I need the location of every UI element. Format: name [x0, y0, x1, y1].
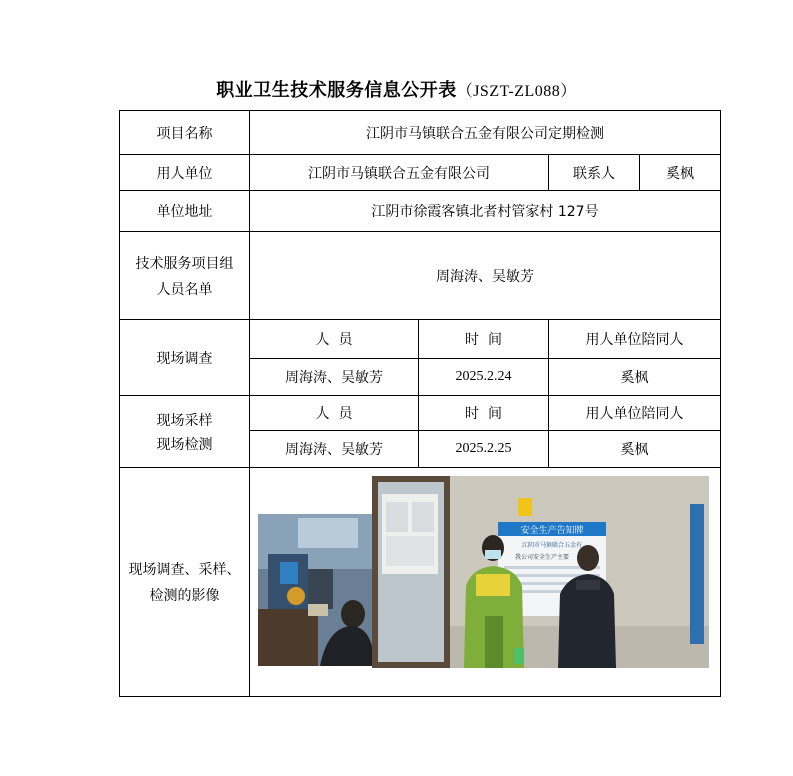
- info-table: [119, 110, 721, 697]
- images-label: [120, 468, 250, 697]
- title-code: （JSZT-ZL088）: [456, 83, 577, 100]
- survey-personnel: 周海涛、吴敏芳: [250, 359, 419, 396]
- images-label-line1: 现场调查、采样、: [128, 562, 241, 578]
- images-cell: [250, 468, 721, 697]
- contact-label: 联系人: [549, 155, 640, 191]
- sampling-label-line1: 现场采样: [156, 412, 213, 429]
- equipment-photo: [258, 514, 374, 666]
- people-photo-art: [372, 476, 709, 668]
- employer-value: 江阴市马镇联合五金有限公司: [250, 155, 549, 191]
- project-name-value: 江阴市马镇联合五金有限公司定期检测: [250, 111, 721, 155]
- photo-collage: [258, 476, 710, 668]
- team-label-line2: 人员名单: [156, 281, 213, 298]
- survey-label: 现场调查: [120, 320, 250, 396]
- team-value: 周海涛、吴敏芳: [250, 232, 721, 320]
- row-images: [120, 468, 721, 697]
- title-main: 职业卫生技术服务信息公开表: [216, 80, 457, 101]
- row-project-name: [120, 111, 721, 155]
- row-sampling-header: [120, 396, 721, 431]
- survey-col-escort: 用人单位陪同人: [549, 320, 721, 359]
- survey-date: 2025.2.24: [419, 359, 549, 396]
- sampling-escort: 奚枫: [549, 431, 721, 468]
- address-value: 江阴市徐霞客镇北者村管家村 127号: [250, 191, 721, 232]
- sign-header: 安全生产告知牌: [520, 526, 584, 536]
- survey-col-time: 时 间: [419, 320, 549, 359]
- sampling-date: 2025.2.25: [419, 431, 549, 468]
- address-label: 单位地址: [120, 191, 250, 232]
- team-label: [120, 232, 250, 320]
- sign-text: 我公司安全生产主要: [514, 554, 570, 561]
- team-label-line1: 技术服务项目组: [135, 255, 234, 272]
- sampling-label-line2: 现场检测: [156, 436, 213, 453]
- people-photo: [372, 476, 709, 668]
- row-employer: [120, 155, 721, 191]
- survey-escort: 奚枫: [549, 359, 721, 396]
- row-address: [120, 191, 721, 232]
- sampling-col-personnel: 人 员: [250, 396, 419, 431]
- row-team: [120, 232, 721, 320]
- employer-label: 用人单位: [120, 155, 250, 191]
- equipment-photo-art: [258, 514, 374, 666]
- survey-col-personnel: 人 员: [250, 320, 419, 359]
- project-name-label: 项目名称: [120, 111, 250, 155]
- sampling-personnel: 周海涛、吴敏芳: [250, 431, 419, 468]
- page-title: [0, 76, 793, 102]
- sampling-label: [120, 396, 250, 468]
- sampling-col-escort: 用人单位陪同人: [549, 396, 721, 431]
- row-survey-header: [120, 320, 721, 359]
- images-label-line2: 检测的影像: [149, 588, 220, 604]
- contact-value: 奚枫: [640, 155, 721, 191]
- sampling-col-time: 时 间: [419, 396, 549, 431]
- sign-company: 江阴市马镇联合五金有: [521, 542, 583, 549]
